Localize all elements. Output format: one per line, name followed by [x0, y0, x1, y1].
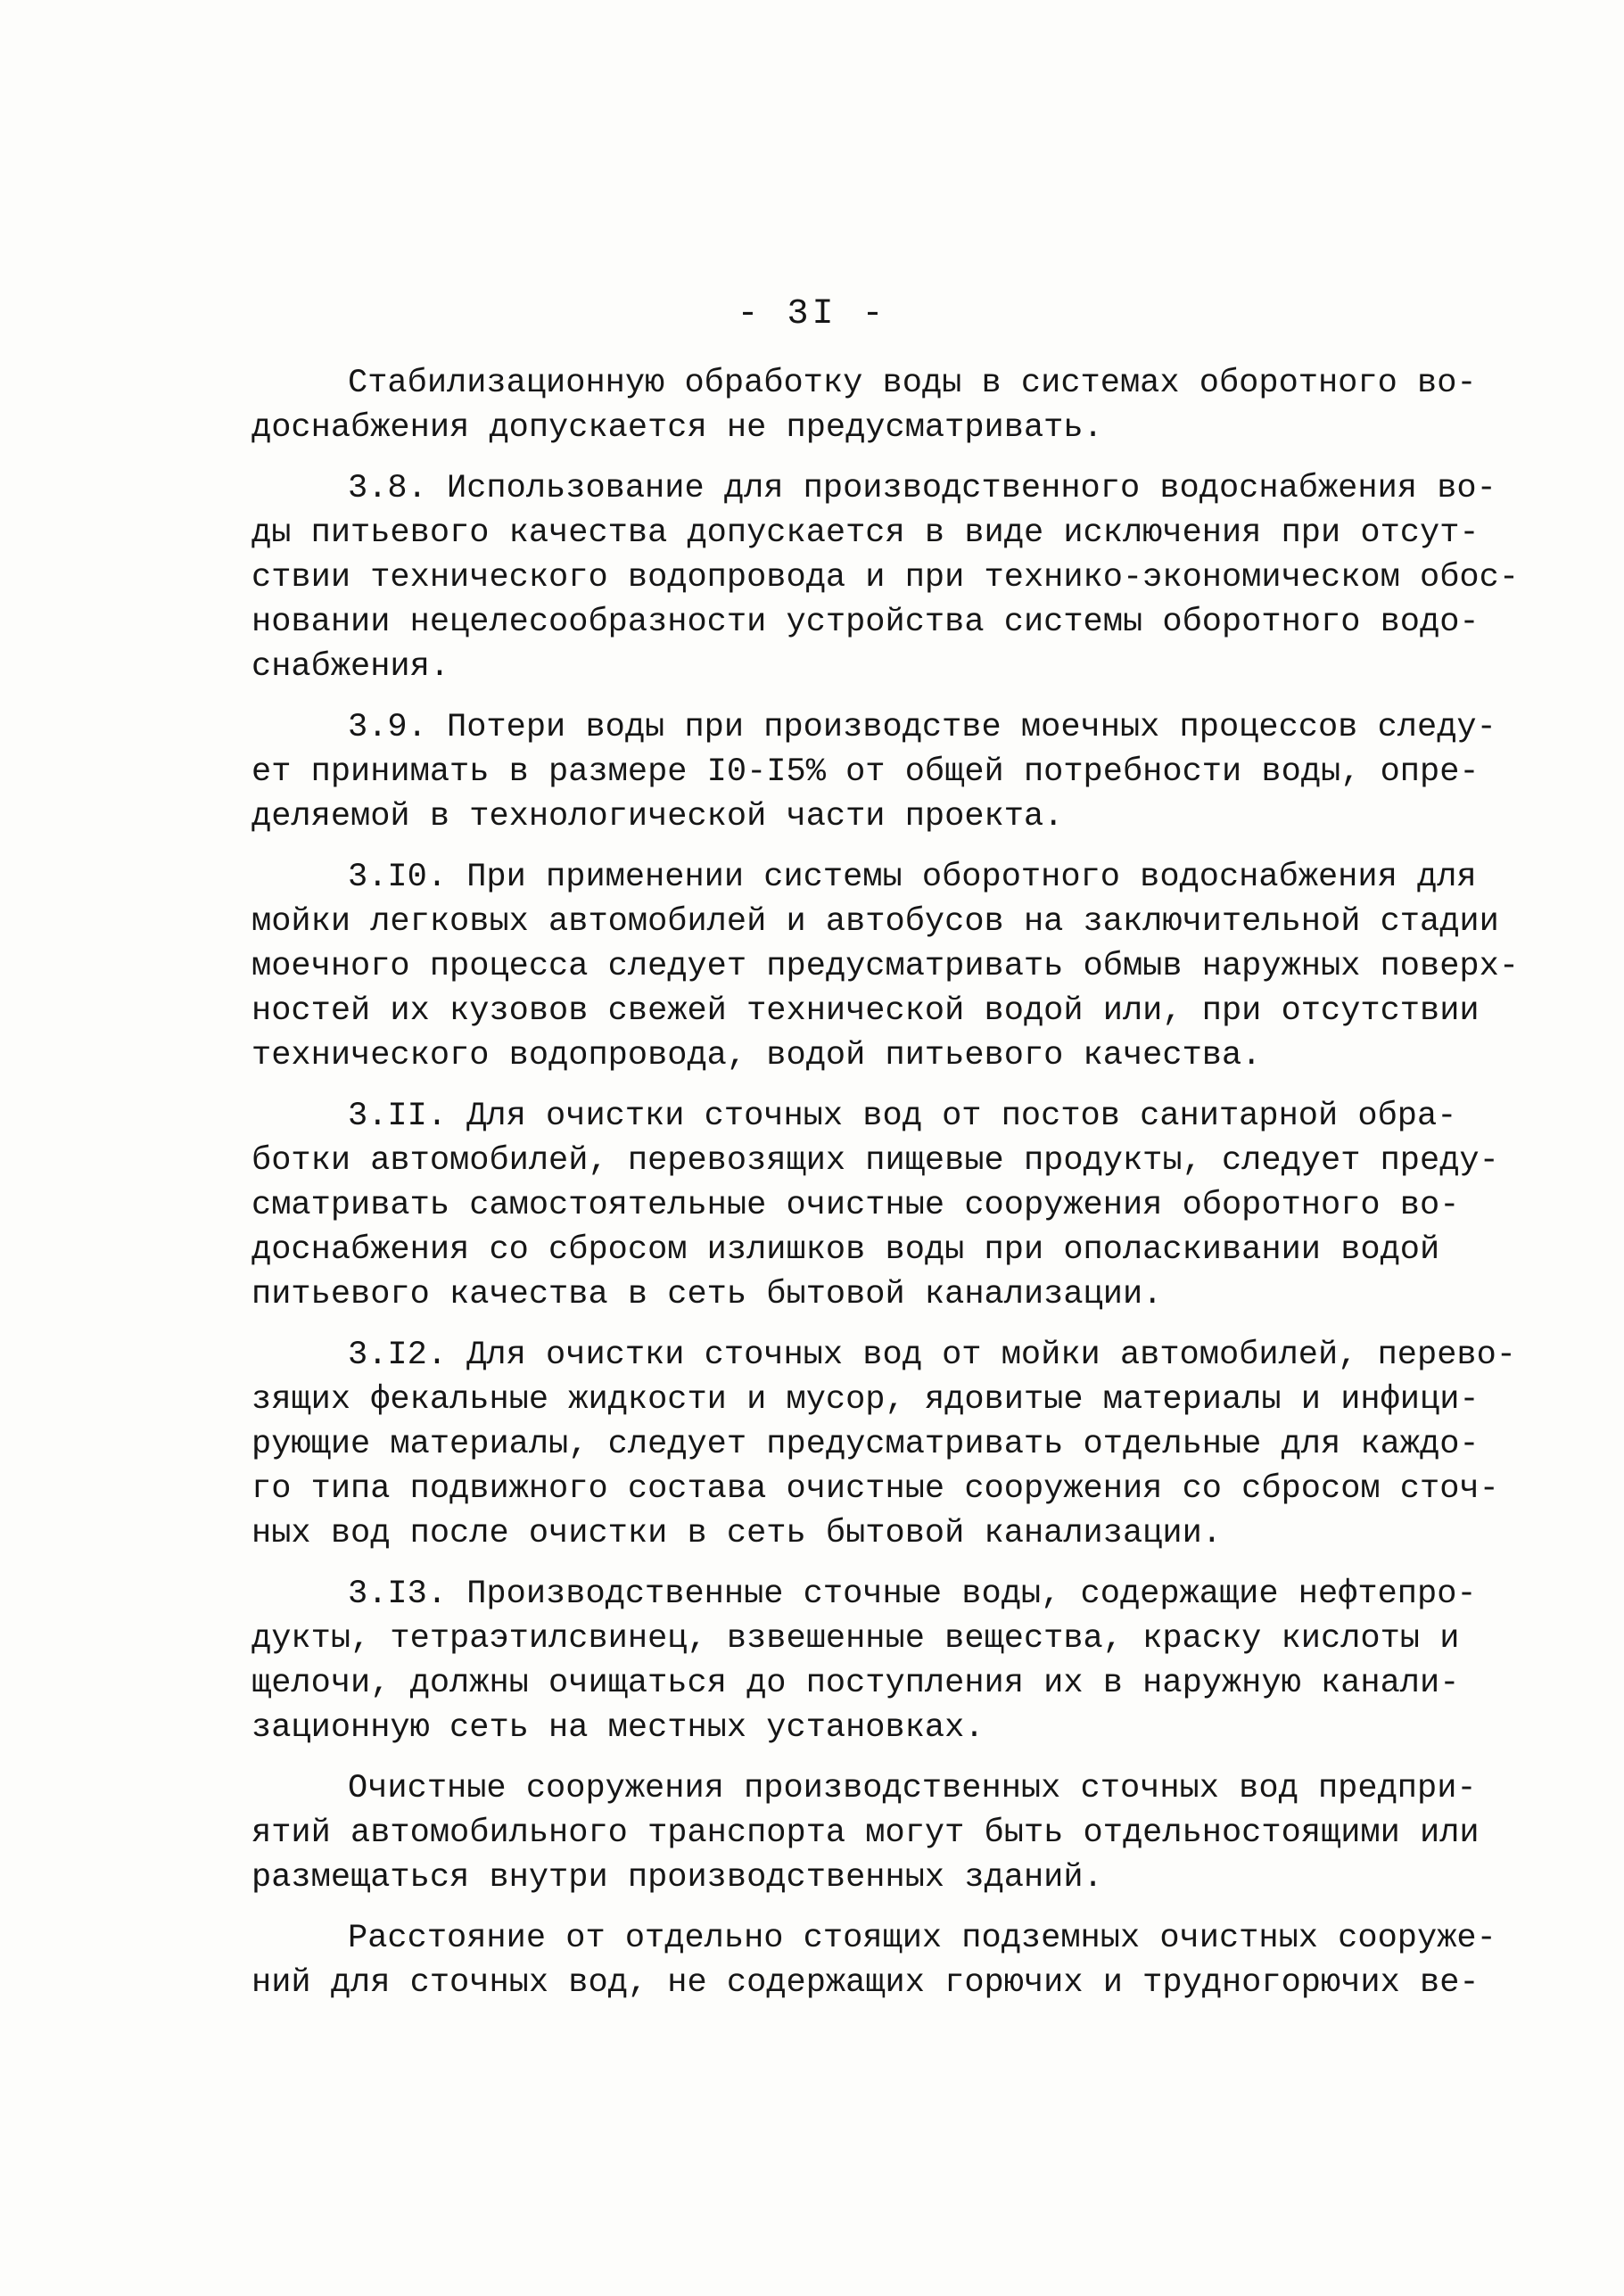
text-line: ствии технического водопровода и при технико-экономическом обос- [251, 559, 1520, 597]
text-line: зационную сеть на местных установках. [251, 1709, 985, 1747]
text-line: щелочи, должны очищаться до поступления их в наружную канали- [251, 1665, 1460, 1702]
text-line: дукты, тетраэтилсвинец, взвешенные вещества, краску кислоты и [251, 1620, 1460, 1658]
text-line: ных вод после очистки в сеть бытовой канализации. [251, 1515, 1222, 1552]
text-line: Стабилизационную обработку воды в системах оборотного во- [348, 365, 1477, 402]
text-line: деляемой в технологической части проекта. [251, 798, 1064, 835]
text-line: 3.I0. При применении системы оборотного водоснабжения для [348, 859, 1477, 896]
text-line: сматривать самостоятельные очистные сооружения оборотного во- [251, 1187, 1460, 1224]
text-line: 3.8. Использование для производственного водоснабжения во- [348, 470, 1496, 507]
text-line: ний для сточных вод, не содержащих горючих и трудногорючих ве- [251, 1964, 1480, 2002]
text-line: рующие материалы, следует предусматривать отдельные для каждо- [251, 1426, 1480, 1463]
text-line: 3.I2. Для очистки сточных вод от мойки автомобилей, перево- [348, 1337, 1517, 1374]
text-line: мойки легковых автомобилей и автобусов на заключительной стадии [251, 903, 1499, 941]
text-line: ятий автомобильного транспорта могут быть отдельностоящими или [251, 1815, 1480, 1852]
text-line: технического водопровода, водой питьевого качества. [251, 1037, 1262, 1074]
text-line: размещаться внутри производственных зданий. [251, 1859, 1103, 1897]
text-line: зящих фекальные жидкости и мусор, ядовитые материалы и инфици- [251, 1381, 1480, 1419]
text-line: питьевого качества в сеть бытовой канализации. [251, 1276, 1163, 1313]
text-line: доснабжения со сбросом излишков воды при ополаскивании водой [251, 1231, 1440, 1269]
text-line: Расстояние от отдельно стоящих подземных очистных сооруже- [348, 1920, 1496, 1957]
text-line: доснабжения допускается не предусматривать. [251, 409, 1103, 447]
text-line: 3.II. Для очистки сточных вод от постов санитарной обра- [348, 1098, 1457, 1135]
text-line: ды питьевого качества допускается в виде исключения при отсут- [251, 514, 1480, 552]
text-line: Очистные сооружения производственных сточных вод предпри- [348, 1770, 1477, 1807]
text-line: ет принимать в размере I0-I5% от общей потребности воды, опре- [251, 753, 1480, 791]
text-line: новании нецелесообразности устройства системы оборотного водо- [251, 604, 1480, 641]
text-line: 3.I3. Производственные сточные воды, содержащие нефтепро- [348, 1576, 1477, 1613]
text-line: снабжения. [251, 648, 450, 686]
text-line: ностей их кузовов свежей технической водой или, при отсутствии [251, 992, 1480, 1030]
text-line: ботки автомобилей, перевозящих пищевые продукты, следует преду- [251, 1142, 1499, 1180]
page-number: - 3I - [737, 294, 887, 334]
text-line: моечного процесса следует предусматривать обмыв наружных поверх- [251, 948, 1520, 985]
text-line: 3.9. Потери воды при производстве моечных процессов следу- [348, 709, 1496, 746]
text-line: го типа подвижного состава очистные сооружения со сбросом сточ- [251, 1470, 1499, 1508]
